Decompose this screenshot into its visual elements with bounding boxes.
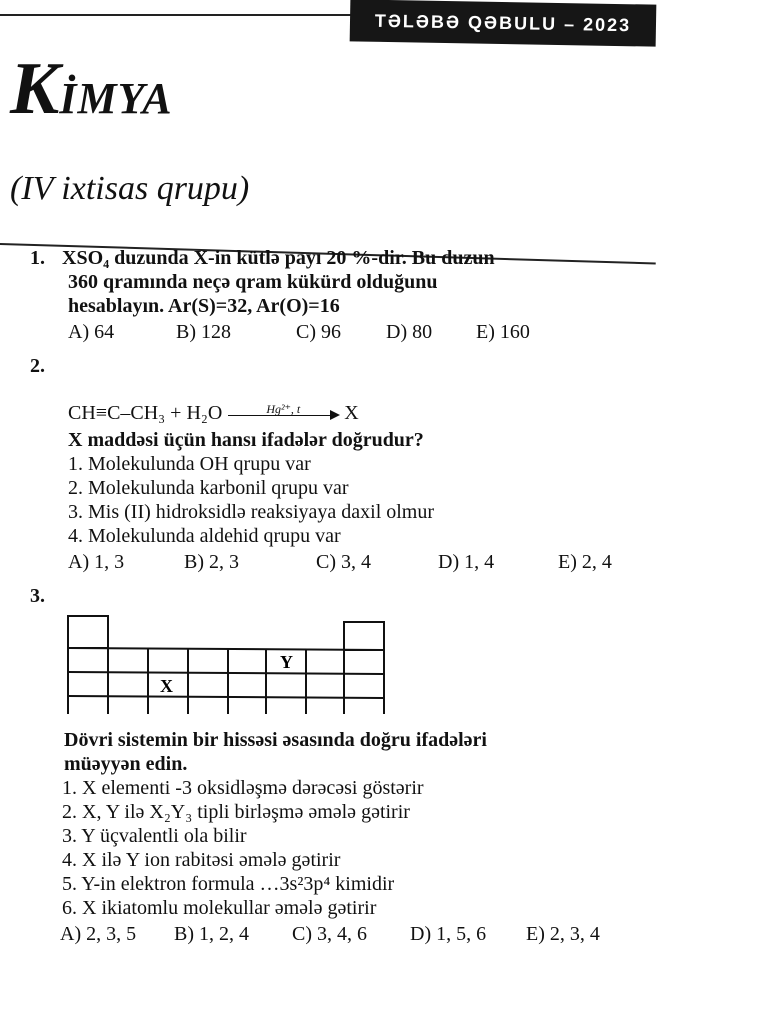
element-y-label: Y bbox=[280, 652, 293, 672]
question-2-header bbox=[30, 354, 730, 378]
answer-option-e[interactable]: E) 160 bbox=[476, 321, 530, 343]
answer-option-c[interactable]: C) 3, 4 bbox=[316, 551, 371, 573]
question-3-prompt: Dövri sistemin bir hissəsi əsasında doğru ifadələri bbox=[64, 729, 487, 751]
subject-title-rest: İMYA bbox=[59, 74, 173, 123]
answer-option-d[interactable]: D) 1, 5, 6 bbox=[410, 923, 487, 945]
statement: 5. Y-in elektron formula …3s²3p⁴ kimidir bbox=[62, 873, 395, 895]
reaction-product: X bbox=[344, 402, 359, 424]
reaction-arrow-icon bbox=[228, 403, 338, 416]
answer-option-e[interactable]: E) 2, 4 bbox=[558, 551, 612, 573]
arrow-shaft bbox=[228, 415, 338, 416]
answer-option-b[interactable]: B) 1, 2, 4 bbox=[174, 923, 249, 945]
question-1-text bbox=[30, 246, 730, 270]
question-line: 360 qramında neçə qram kükürd olduğunu bbox=[68, 271, 438, 293]
answer-option-b[interactable]: B) 2, 3 bbox=[184, 551, 239, 573]
question-2-prompt: X maddəsi üçün hansı ifadələr doğrudur? bbox=[68, 429, 424, 451]
answer-options bbox=[30, 320, 730, 344]
subject-subtitle: (IV ixtisas qrupu) bbox=[10, 170, 250, 207]
reaction-condition: Hg²⁺, t bbox=[266, 401, 301, 416]
question-number: 3. bbox=[30, 585, 45, 607]
header-banner: TƏLƏBƏ QƏBULU – 2023 bbox=[350, 0, 657, 47]
statement: 1. Molekulunda OH qrupu var bbox=[68, 453, 311, 475]
answer-option-a[interactable]: A) 2, 3, 5 bbox=[60, 923, 137, 945]
answer-options bbox=[30, 922, 730, 946]
subject-title bbox=[10, 48, 173, 130]
answer-option-b[interactable]: B) 128 bbox=[176, 321, 231, 343]
reaction-equation bbox=[30, 398, 730, 428]
answer-option-d[interactable]: D) 80 bbox=[386, 321, 433, 343]
statement: 4. Molekulunda aldehid qrupu var bbox=[68, 525, 341, 547]
question-3-header bbox=[30, 584, 730, 608]
statement: 3. Mis (II) hidroksidlə reaksiyaya daxil olmur bbox=[68, 501, 435, 523]
question-line: XSO₄ duzunda X-in kütlə payı 20 %-dir. Bu duzun bbox=[62, 247, 495, 269]
statement: 2. Molekulunda karbonil qrupu var bbox=[68, 477, 349, 499]
answer-option-a[interactable]: A) 64 bbox=[68, 321, 115, 343]
question-line: hesablayın. Ar(S)=32, Ar(O)=16 bbox=[68, 295, 340, 317]
periodic-table-fragment bbox=[66, 614, 386, 718]
subject-title-initial: K bbox=[10, 48, 60, 130]
statement: 1. X elementi -3 oksidləşmə dərəcəsi göstərir bbox=[62, 777, 424, 799]
table-cell bbox=[344, 622, 384, 650]
question-1 bbox=[30, 246, 730, 344]
table-cell bbox=[68, 616, 108, 648]
statement: 2. X, Y ilə X₂Y₃ tipli birləşmə əmələ gətirir bbox=[62, 801, 410, 823]
top-rule bbox=[0, 14, 360, 16]
answer-option-a[interactable]: A) 1, 3 bbox=[68, 551, 125, 573]
element-x-label: X bbox=[160, 676, 173, 696]
statement: 6. X ikiatomlu molekullar əmələ gətirir bbox=[62, 897, 377, 919]
answer-option-c[interactable]: C) 96 bbox=[296, 321, 341, 343]
answer-option-c[interactable]: C) 3, 4, 6 bbox=[292, 923, 367, 945]
statement: 4. X ilə Y ion rabitəsi əmələ gətirir bbox=[62, 849, 341, 871]
question-3-prompt: müəyyən edin. bbox=[64, 753, 188, 775]
answer-option-e[interactable]: E) 2, 3, 4 bbox=[526, 923, 600, 945]
statement: 3. Y üçvalentli ola bilir bbox=[62, 825, 247, 847]
answer-options bbox=[30, 550, 730, 574]
question-2 bbox=[30, 354, 730, 574]
reaction-reactants: CH≡C–CH₃ + H₂O bbox=[68, 402, 223, 424]
question-list bbox=[30, 246, 730, 956]
question-3 bbox=[30, 584, 730, 946]
answer-option-d[interactable]: D) 1, 4 bbox=[438, 551, 495, 573]
question-number: 1. bbox=[30, 247, 45, 269]
question-number: 2. bbox=[30, 355, 45, 377]
